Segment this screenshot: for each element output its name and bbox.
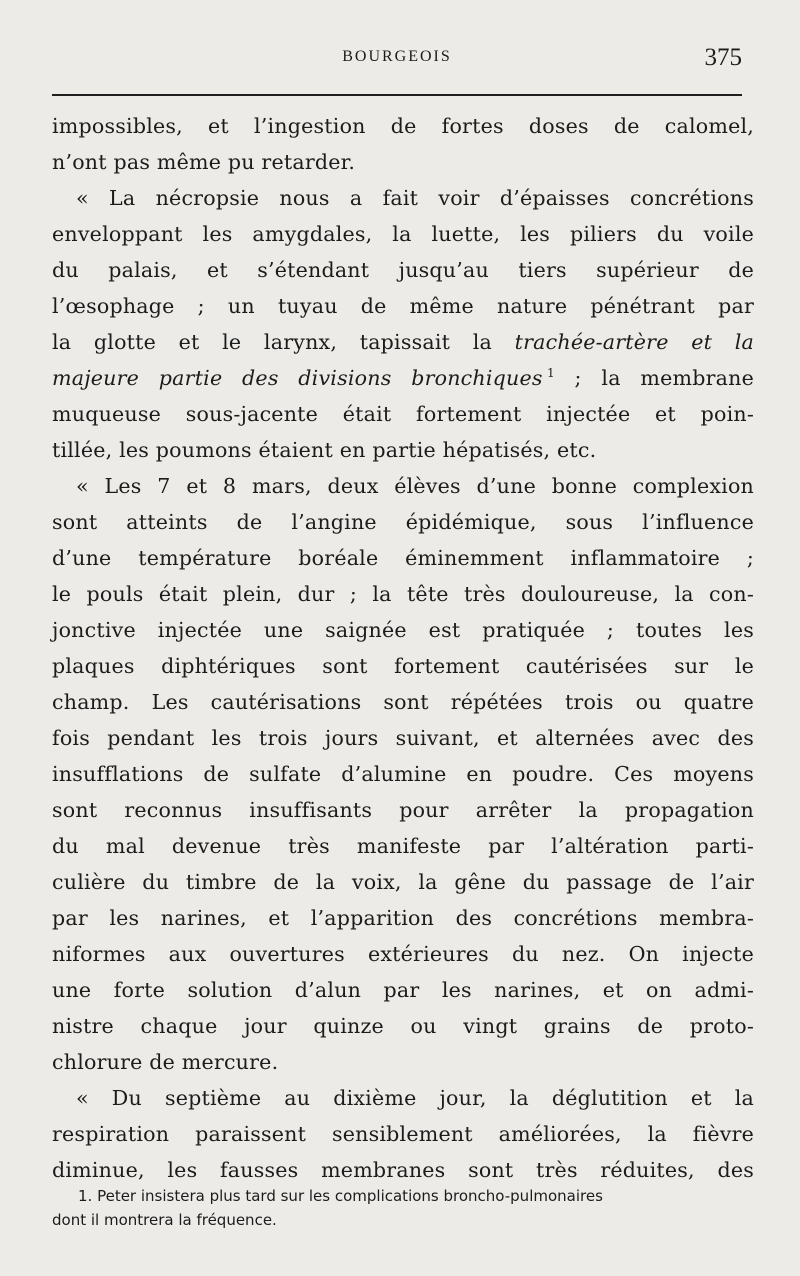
- text-line: nistre chaque jour quinze ou vingt grains de proto-: [52, 1014, 754, 1038]
- text-line: chlorure de mercure.: [52, 1050, 279, 1074]
- text-line: « Du septième au dixième jour, la déglutition et la: [76, 1086, 754, 1110]
- text-line: du palais, et s’étendant jusqu’au tiers supérieur de: [52, 258, 754, 282]
- footnote-line: 1. Peter insistera plus tard sur les complications broncho-pulmonaires: [78, 1187, 603, 1205]
- header-rule: [52, 94, 742, 96]
- footnote-ref: 1: [547, 366, 555, 381]
- text-line: du mal devenue très manifeste par l’altération parti-: [52, 834, 754, 858]
- text-line-mixed: [52, 360, 754, 396]
- text-line: « Les 7 et 8 mars, deux élèves d’une bonne complexion: [76, 474, 754, 498]
- text-line: n’ont pas même pu retarder.: [52, 150, 356, 174]
- body-text: [52, 108, 754, 1188]
- text-line: sont atteints de l’angine épidémique, sous l’influence: [52, 510, 754, 534]
- running-head: BOURGEOIS: [342, 48, 452, 65]
- text-line: l’œsophage ; un tuyau de même nature pénétrant par: [52, 294, 754, 318]
- italic-run: trachée-artère et la: [514, 330, 754, 354]
- text-line: muqueuse sous-jacente était fortement injectée et poin-: [52, 402, 754, 426]
- text-line: par les narines, et l’apparition des concrétions membra-: [52, 906, 754, 930]
- text-line: respiration paraissent sensiblement améliorées, la fièvre: [52, 1122, 754, 1146]
- page-number: 375: [704, 44, 742, 71]
- text-line: impossibles, et l’ingestion de fortes doses de calomel,: [52, 114, 754, 138]
- text-line: une forte solution d’alun par les narines, et on admi-: [52, 978, 754, 1002]
- text-line: fois pendant les trois jours suivant, et alternées avec des: [52, 726, 754, 750]
- italic-run: majeure partie des divisions bronchiques: [52, 366, 543, 390]
- text-line: diminue, les fausses membranes sont très réduites, des: [52, 1158, 754, 1182]
- text-line: niformes aux ouvertures extérieures du nez. On injecte: [52, 942, 754, 966]
- text-run: la glotte et le larynx, tapissait la: [52, 330, 515, 354]
- text-line: culière du timbre de la voix, la gêne du passage de l’air: [52, 870, 754, 894]
- text-line: plaques diphtériques sont fortement cautérisées sur le: [52, 654, 754, 678]
- text-line: champ. Les cautérisations sont répétées trois ou quatre: [52, 690, 754, 714]
- footnote-line: dont il montrera la fréquence.: [52, 1211, 277, 1229]
- text-line: tillée, les poumons étaient en partie hépatisés, etc.: [52, 438, 597, 462]
- text-line: enveloppant les amygdales, la luette, les piliers du voile: [52, 222, 754, 246]
- text-line: sont reconnus insuffisants pour arrêter la propagation: [52, 798, 754, 822]
- text-line: insufflations de sulfate d’alumine en poudre. Ces moyens: [52, 762, 754, 786]
- text-line: jonctive injectée une saignée est pratiquée ; toutes les: [52, 618, 754, 642]
- text-line: le pouls était plein, dur ; la tête très douloureuse, la con-: [52, 582, 754, 606]
- text-line-mixed: [52, 324, 754, 360]
- text-run: ; la membrane: [554, 366, 754, 390]
- footnote: [52, 1184, 754, 1232]
- text-line: d’une température boréale éminemment inflammatoire ;: [52, 546, 754, 570]
- text-line: « La nécropsie nous a fait voir d’épaisses concrétions: [76, 186, 754, 210]
- page-header: [52, 44, 742, 78]
